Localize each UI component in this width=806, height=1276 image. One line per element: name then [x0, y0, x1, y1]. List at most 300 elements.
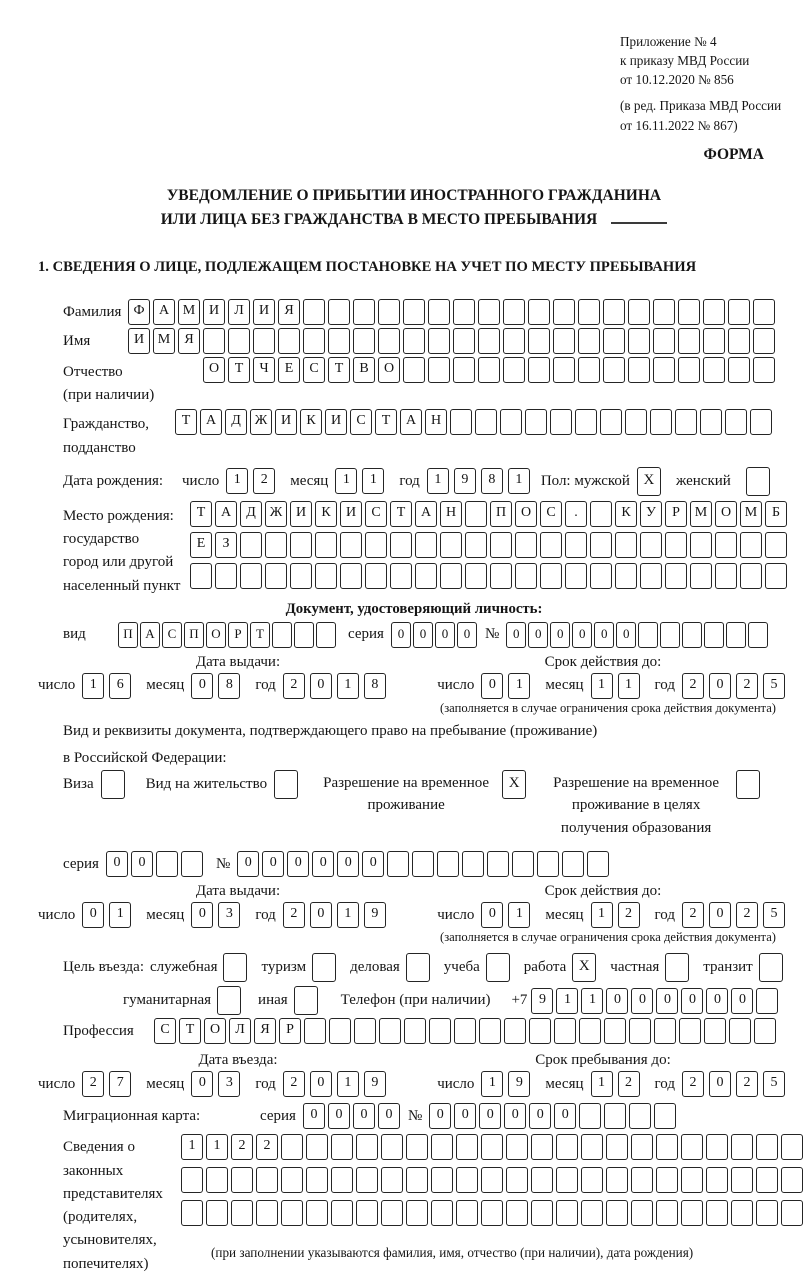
form-cell-empty[interactable]	[604, 1018, 626, 1044]
form-cell-empty[interactable]	[504, 1018, 526, 1044]
form-cell-empty[interactable]	[603, 328, 625, 354]
form-cell-filled[interactable]: 0	[191, 1071, 213, 1097]
form-cell-empty[interactable]	[565, 532, 587, 558]
form-cell-filled[interactable]: 8	[364, 673, 386, 699]
form-cell-filled[interactable]: А	[153, 299, 175, 325]
form-cell-empty[interactable]	[756, 1167, 778, 1193]
form-cell-empty[interactable]	[403, 357, 425, 383]
form-cell-filled[interactable]: Т	[250, 622, 270, 648]
form-cell-empty[interactable]	[640, 563, 662, 589]
form-cell-filled[interactable]: 0	[435, 622, 455, 648]
form-cell-empty[interactable]	[665, 532, 687, 558]
form-cell-empty[interactable]	[579, 1103, 601, 1129]
form-cell-empty[interactable]	[354, 1018, 376, 1044]
form-cell-empty[interactable]	[653, 328, 675, 354]
form-cell-filled[interactable]: 0	[506, 622, 526, 648]
form-cell-empty[interactable]	[328, 299, 350, 325]
form-cell-filled[interactable]: 0	[191, 902, 213, 928]
form-cell-empty[interactable]	[765, 532, 787, 558]
form-cell-empty[interactable]	[190, 563, 212, 589]
form-cell-filled[interactable]: 2	[618, 902, 640, 928]
form-cell-empty[interactable]	[615, 532, 637, 558]
form-cell-empty[interactable]	[181, 851, 203, 877]
form-cell-filled[interactable]: О	[378, 357, 400, 383]
form-cell-empty[interactable]	[356, 1134, 378, 1160]
form-cell-filled[interactable]: А	[400, 409, 422, 435]
form-cell-filled[interactable]: Ж	[250, 409, 272, 435]
form-cell-filled[interactable]: Т	[375, 409, 397, 435]
form-cell-empty[interactable]	[101, 770, 125, 799]
form-cell-empty[interactable]	[462, 851, 484, 877]
form-cell-filled[interactable]: И	[203, 299, 225, 325]
form-cell-empty[interactable]	[403, 328, 425, 354]
form-cell-empty[interactable]	[306, 1134, 328, 1160]
form-cell-filled[interactable]: Н	[425, 409, 447, 435]
form-cell-filled[interactable]: Н	[440, 501, 462, 527]
form-cell-empty[interactable]	[628, 357, 650, 383]
form-cell-filled[interactable]: .	[565, 501, 587, 527]
form-cell-filled[interactable]: 9	[364, 902, 386, 928]
form-cell-empty[interactable]	[678, 299, 700, 325]
form-cell-filled[interactable]: Б	[765, 501, 787, 527]
form-cell-empty[interactable]	[531, 1167, 553, 1193]
form-cell-empty[interactable]	[631, 1200, 653, 1226]
form-cell-empty[interactable]	[215, 563, 237, 589]
form-cell-filled[interactable]: 2	[82, 1071, 104, 1097]
form-cell-empty[interactable]	[281, 1200, 303, 1226]
form-cell-filled[interactable]: 0	[457, 622, 477, 648]
form-cell-empty[interactable]	[629, 1103, 651, 1129]
form-cell-empty[interactable]	[454, 1018, 476, 1044]
form-cell-empty[interactable]	[290, 532, 312, 558]
form-cell-filled[interactable]: Р	[279, 1018, 301, 1044]
form-cell-empty[interactable]	[781, 1200, 803, 1226]
form-cell-filled[interactable]: 0	[454, 1103, 476, 1129]
form-cell-filled[interactable]: 5	[763, 1071, 785, 1097]
form-cell-empty[interactable]	[515, 563, 537, 589]
form-cell-empty[interactable]	[678, 328, 700, 354]
form-cell-filled[interactable]: 0	[413, 622, 433, 648]
form-cell-empty[interactable]	[415, 563, 437, 589]
form-cell-filled[interactable]: Т	[390, 501, 412, 527]
form-cell-filled[interactable]: 0	[481, 902, 503, 928]
form-cell-empty[interactable]	[703, 299, 725, 325]
form-cell-filled[interactable]: И	[325, 409, 347, 435]
form-cell-filled[interactable]: С	[303, 357, 325, 383]
form-cell-empty[interactable]	[390, 532, 412, 558]
form-cell-empty[interactable]	[746, 467, 770, 496]
form-cell-empty[interactable]	[453, 357, 475, 383]
form-cell-filled[interactable]: М	[690, 501, 712, 527]
form-cell-empty[interactable]	[294, 986, 318, 1015]
form-cell-empty[interactable]	[240, 563, 262, 589]
form-cell-empty[interactable]	[675, 409, 697, 435]
form-cell-empty[interactable]	[725, 409, 747, 435]
form-cell-empty[interactable]	[465, 532, 487, 558]
form-cell-filled[interactable]: 2	[682, 673, 704, 699]
form-cell-empty[interactable]	[356, 1200, 378, 1226]
form-cell-filled[interactable]: 1	[206, 1134, 228, 1160]
form-cell-filled[interactable]: 0	[303, 1103, 325, 1129]
form-cell-filled[interactable]: 0	[287, 851, 309, 877]
form-cell-filled[interactable]: С	[154, 1018, 176, 1044]
form-cell-filled[interactable]: Я	[178, 328, 200, 354]
form-cell-filled[interactable]: 6	[109, 673, 131, 699]
form-cell-empty[interactable]	[453, 328, 475, 354]
form-cell-filled[interactable]: 1	[337, 673, 359, 699]
form-cell-empty[interactable]	[736, 770, 760, 799]
form-cell-filled[interactable]: Ч	[253, 357, 275, 383]
form-cell-filled[interactable]: О	[715, 501, 737, 527]
form-cell-filled[interactable]: 0	[529, 1103, 551, 1129]
form-cell-empty[interactable]	[306, 1200, 328, 1226]
form-cell-empty[interactable]	[753, 328, 775, 354]
form-cell-empty[interactable]	[553, 299, 575, 325]
form-cell-empty[interactable]	[303, 299, 325, 325]
form-cell-empty[interactable]	[340, 563, 362, 589]
form-cell-filled[interactable]: 0	[391, 622, 411, 648]
form-cell-empty[interactable]	[731, 1167, 753, 1193]
form-cell-filled[interactable]: 2	[256, 1134, 278, 1160]
form-cell-empty[interactable]	[704, 1018, 726, 1044]
form-cell-empty[interactable]	[404, 1018, 426, 1044]
form-cell-empty[interactable]	[231, 1167, 253, 1193]
form-cell-filled[interactable]: Л	[229, 1018, 251, 1044]
form-cell-filled[interactable]: 1	[337, 902, 359, 928]
form-cell-filled[interactable]: 1	[618, 673, 640, 699]
form-cell-empty[interactable]	[682, 622, 702, 648]
form-cell-filled[interactable]: 2	[682, 1071, 704, 1097]
form-cell-filled[interactable]: К	[300, 409, 322, 435]
form-cell-empty[interactable]	[731, 1134, 753, 1160]
form-cell-empty[interactable]	[650, 409, 672, 435]
form-cell-empty[interactable]	[431, 1167, 453, 1193]
form-cell-filled[interactable]: 0	[337, 851, 359, 877]
form-cell-empty[interactable]	[456, 1134, 478, 1160]
form-cell-empty[interactable]	[531, 1200, 553, 1226]
form-cell-empty[interactable]	[765, 563, 787, 589]
form-cell-empty[interactable]	[431, 1134, 453, 1160]
form-cell-filled[interactable]: 9	[508, 1071, 530, 1097]
form-cell-empty[interactable]	[329, 1018, 351, 1044]
form-cell-empty[interactable]	[678, 357, 700, 383]
form-cell-empty[interactable]	[406, 953, 430, 982]
form-cell-filled[interactable]: И	[275, 409, 297, 435]
form-cell-filled[interactable]: 0	[594, 622, 614, 648]
form-cell-filled[interactable]: 2	[736, 1071, 758, 1097]
form-cell-empty[interactable]	[781, 1134, 803, 1160]
form-cell-empty[interactable]	[540, 532, 562, 558]
form-cell-empty[interactable]	[656, 1134, 678, 1160]
form-cell-empty[interactable]	[406, 1134, 428, 1160]
form-cell-empty[interactable]	[206, 1167, 228, 1193]
form-cell-filled[interactable]: И	[253, 299, 275, 325]
form-cell-empty[interactable]	[750, 409, 772, 435]
form-cell-filled[interactable]: П	[184, 622, 204, 648]
form-cell-empty[interactable]	[503, 299, 525, 325]
form-cell-empty[interactable]	[740, 563, 762, 589]
form-cell-filled[interactable]: И	[340, 501, 362, 527]
form-cell-empty[interactable]	[590, 563, 612, 589]
form-cell-empty[interactable]	[748, 622, 768, 648]
form-cell-filled[interactable]: 1	[109, 902, 131, 928]
form-cell-empty[interactable]	[579, 1018, 601, 1044]
form-cell-empty[interactable]	[528, 357, 550, 383]
form-cell-empty[interactable]	[431, 1200, 453, 1226]
form-cell-empty[interactable]	[681, 1200, 703, 1226]
form-cell-empty[interactable]	[528, 299, 550, 325]
form-cell-filled[interactable]: У	[640, 501, 662, 527]
form-cell-empty[interactable]	[387, 851, 409, 877]
form-cell-filled[interactable]: X	[637, 467, 661, 496]
form-cell-empty[interactable]	[304, 1018, 326, 1044]
form-cell-empty[interactable]	[478, 357, 500, 383]
form-cell-filled[interactable]: 1	[335, 468, 357, 494]
form-cell-empty[interactable]	[481, 1167, 503, 1193]
form-cell-empty[interactable]	[531, 1134, 553, 1160]
form-cell-empty[interactable]	[281, 1167, 303, 1193]
form-cell-filled[interactable]: 2	[283, 902, 305, 928]
form-cell-empty[interactable]	[653, 299, 675, 325]
form-cell-filled[interactable]: 0	[572, 622, 592, 648]
form-cell-filled[interactable]: 0	[237, 851, 259, 877]
form-cell-filled[interactable]: П	[490, 501, 512, 527]
form-cell-empty[interactable]	[540, 563, 562, 589]
form-cell-empty[interactable]	[679, 1018, 701, 1044]
form-cell-empty[interactable]	[726, 622, 746, 648]
form-cell-filled[interactable]: С	[162, 622, 182, 648]
form-cell-filled[interactable]: О	[203, 357, 225, 383]
form-cell-empty[interactable]	[581, 1200, 603, 1226]
form-cell-empty[interactable]	[315, 532, 337, 558]
form-cell-empty[interactable]	[629, 1018, 651, 1044]
form-cell-empty[interactable]	[553, 328, 575, 354]
form-cell-empty[interactable]	[728, 299, 750, 325]
form-cell-empty[interactable]	[378, 299, 400, 325]
form-cell-filled[interactable]: Ж	[265, 501, 287, 527]
form-cell-filled[interactable]: 0	[606, 988, 628, 1014]
form-cell-filled[interactable]: 0	[731, 988, 753, 1014]
form-cell-empty[interactable]	[312, 953, 336, 982]
form-cell-empty[interactable]	[554, 1018, 576, 1044]
form-cell-filled[interactable]: 9	[531, 988, 553, 1014]
form-cell-empty[interactable]	[365, 563, 387, 589]
form-cell-filled[interactable]: 0	[709, 902, 731, 928]
form-cell-empty[interactable]	[550, 409, 572, 435]
form-cell-empty[interactable]	[728, 328, 750, 354]
form-cell-empty[interactable]	[640, 532, 662, 558]
form-cell-filled[interactable]: О	[204, 1018, 226, 1044]
form-cell-filled[interactable]: 2	[618, 1071, 640, 1097]
form-cell-filled[interactable]: Т	[190, 501, 212, 527]
form-cell-filled[interactable]: Я	[254, 1018, 276, 1044]
form-cell-empty[interactable]	[500, 409, 522, 435]
form-cell-empty[interactable]	[703, 328, 725, 354]
form-cell-filled[interactable]: 0	[312, 851, 334, 877]
form-cell-empty[interactable]	[628, 299, 650, 325]
form-cell-empty[interactable]	[706, 1134, 728, 1160]
form-cell-empty[interactable]	[528, 328, 550, 354]
form-cell-empty[interactable]	[575, 409, 597, 435]
form-cell-empty[interactable]	[556, 1200, 578, 1226]
form-cell-empty[interactable]	[340, 532, 362, 558]
form-cell-empty[interactable]	[503, 328, 525, 354]
form-cell-filled[interactable]: 0	[706, 988, 728, 1014]
form-cell-empty[interactable]	[406, 1200, 428, 1226]
form-cell-empty[interactable]	[265, 563, 287, 589]
form-cell-empty[interactable]	[681, 1134, 703, 1160]
form-cell-empty[interactable]	[456, 1200, 478, 1226]
form-cell-empty[interactable]	[290, 563, 312, 589]
form-cell-filled[interactable]: 5	[763, 673, 785, 699]
form-cell-filled[interactable]: 0	[82, 902, 104, 928]
form-cell-filled[interactable]: О	[206, 622, 226, 648]
form-cell-empty[interactable]	[690, 532, 712, 558]
form-cell-empty[interactable]	[631, 1134, 653, 1160]
form-cell-filled[interactable]: 1	[427, 468, 449, 494]
form-cell-filled[interactable]: 0	[631, 988, 653, 1014]
form-cell-empty[interactable]	[440, 532, 462, 558]
form-cell-filled[interactable]: 0	[616, 622, 636, 648]
form-cell-empty[interactable]	[756, 1200, 778, 1226]
form-cell-empty[interactable]	[481, 1134, 503, 1160]
form-cell-empty[interactable]	[428, 357, 450, 383]
form-cell-empty[interactable]	[606, 1200, 628, 1226]
form-cell-filled[interactable]: С	[540, 501, 562, 527]
form-cell-filled[interactable]: С	[365, 501, 387, 527]
form-cell-empty[interactable]	[486, 953, 510, 982]
form-cell-filled[interactable]: 0	[310, 1071, 332, 1097]
form-cell-filled[interactable]: 8	[218, 673, 240, 699]
form-cell-filled[interactable]: М	[153, 328, 175, 354]
form-cell-empty[interactable]	[625, 409, 647, 435]
form-cell-empty[interactable]	[681, 1167, 703, 1193]
form-cell-filled[interactable]: 1	[82, 673, 104, 699]
form-cell-filled[interactable]: 0	[378, 1103, 400, 1129]
form-cell-empty[interactable]	[365, 532, 387, 558]
form-cell-filled[interactable]: 0	[310, 673, 332, 699]
form-cell-empty[interactable]	[156, 851, 178, 877]
form-cell-empty[interactable]	[525, 409, 547, 435]
form-cell-empty[interactable]	[590, 501, 612, 527]
form-cell-filled[interactable]: 0	[362, 851, 384, 877]
form-cell-filled[interactable]: В	[353, 357, 375, 383]
form-cell-empty[interactable]	[656, 1167, 678, 1193]
form-cell-empty[interactable]	[700, 409, 722, 435]
form-cell-empty[interactable]	[503, 357, 525, 383]
form-cell-empty[interactable]	[781, 1167, 803, 1193]
form-cell-empty[interactable]	[316, 622, 336, 648]
form-cell-empty[interactable]	[465, 501, 487, 527]
form-cell-empty[interactable]	[479, 1018, 501, 1044]
form-cell-empty[interactable]	[217, 986, 241, 1015]
form-cell-empty[interactable]	[754, 1018, 776, 1044]
form-cell-empty[interactable]	[440, 563, 462, 589]
form-cell-filled[interactable]: З	[215, 532, 237, 558]
form-cell-filled[interactable]: 0	[328, 1103, 350, 1129]
form-cell-empty[interactable]	[704, 622, 724, 648]
form-cell-empty[interactable]	[715, 532, 737, 558]
form-cell-filled[interactable]: Д	[240, 501, 262, 527]
form-cell-filled[interactable]: 3	[218, 902, 240, 928]
form-cell-filled[interactable]: 2	[736, 902, 758, 928]
form-cell-filled[interactable]: 0	[131, 851, 153, 877]
form-cell-empty[interactable]	[381, 1134, 403, 1160]
form-cell-empty[interactable]	[529, 1018, 551, 1044]
form-cell-empty[interactable]	[656, 1200, 678, 1226]
form-cell-empty[interactable]	[537, 851, 559, 877]
form-cell-empty[interactable]	[429, 1018, 451, 1044]
form-cell-empty[interactable]	[653, 357, 675, 383]
form-cell-empty[interactable]	[606, 1134, 628, 1160]
form-cell-filled[interactable]: 0	[106, 851, 128, 877]
form-cell-empty[interactable]	[615, 563, 637, 589]
form-cell-filled[interactable]: X	[502, 770, 526, 799]
form-cell-empty[interactable]	[715, 563, 737, 589]
form-cell-filled[interactable]: 9	[454, 468, 476, 494]
form-cell-filled[interactable]: 1	[481, 1071, 503, 1097]
form-cell-empty[interactable]	[703, 357, 725, 383]
form-cell-empty[interactable]	[278, 328, 300, 354]
form-cell-empty[interactable]	[353, 299, 375, 325]
form-cell-empty[interactable]	[565, 563, 587, 589]
form-cell-filled[interactable]: 0	[528, 622, 548, 648]
form-cell-empty[interactable]	[181, 1167, 203, 1193]
form-cell-filled[interactable]: Я	[278, 299, 300, 325]
form-cell-empty[interactable]	[206, 1200, 228, 1226]
form-cell-filled[interactable]: Е	[190, 532, 212, 558]
form-cell-filled[interactable]: Р	[665, 501, 687, 527]
form-cell-empty[interactable]	[331, 1134, 353, 1160]
form-cell-filled[interactable]: 2	[682, 902, 704, 928]
form-cell-empty[interactable]	[729, 1018, 751, 1044]
form-cell-empty[interactable]	[390, 563, 412, 589]
form-cell-filled[interactable]: 0	[681, 988, 703, 1014]
form-cell-empty[interactable]	[315, 563, 337, 589]
form-cell-filled[interactable]: 5	[763, 902, 785, 928]
form-cell-empty[interactable]	[253, 328, 275, 354]
form-cell-empty[interactable]	[753, 299, 775, 325]
form-cell-empty[interactable]	[274, 770, 298, 799]
form-cell-filled[interactable]: 2	[283, 1071, 305, 1097]
form-cell-empty[interactable]	[631, 1167, 653, 1193]
form-cell-empty[interactable]	[556, 1167, 578, 1193]
form-cell-empty[interactable]	[331, 1167, 353, 1193]
form-cell-empty[interactable]	[240, 532, 262, 558]
form-cell-empty[interactable]	[665, 563, 687, 589]
form-cell-filled[interactable]: 0	[481, 673, 503, 699]
form-cell-empty[interactable]	[759, 953, 783, 982]
form-cell-empty[interactable]	[381, 1200, 403, 1226]
form-cell-empty[interactable]	[490, 563, 512, 589]
form-cell-empty[interactable]	[256, 1200, 278, 1226]
form-cell-empty[interactable]	[331, 1200, 353, 1226]
form-cell-filled[interactable]: Т	[175, 409, 197, 435]
form-cell-empty[interactable]	[456, 1167, 478, 1193]
form-cell-empty[interactable]	[428, 328, 450, 354]
form-cell-filled[interactable]: 0	[262, 851, 284, 877]
form-cell-filled[interactable]: М	[740, 501, 762, 527]
form-cell-filled[interactable]: Е	[278, 357, 300, 383]
form-cell-empty[interactable]	[403, 299, 425, 325]
form-cell-empty[interactable]	[478, 328, 500, 354]
form-cell-empty[interactable]	[512, 851, 534, 877]
form-cell-filled[interactable]: И	[128, 328, 150, 354]
form-cell-empty[interactable]	[465, 563, 487, 589]
form-cell-empty[interactable]	[690, 563, 712, 589]
form-cell-filled[interactable]: И	[290, 501, 312, 527]
form-cell-empty[interactable]	[306, 1167, 328, 1193]
